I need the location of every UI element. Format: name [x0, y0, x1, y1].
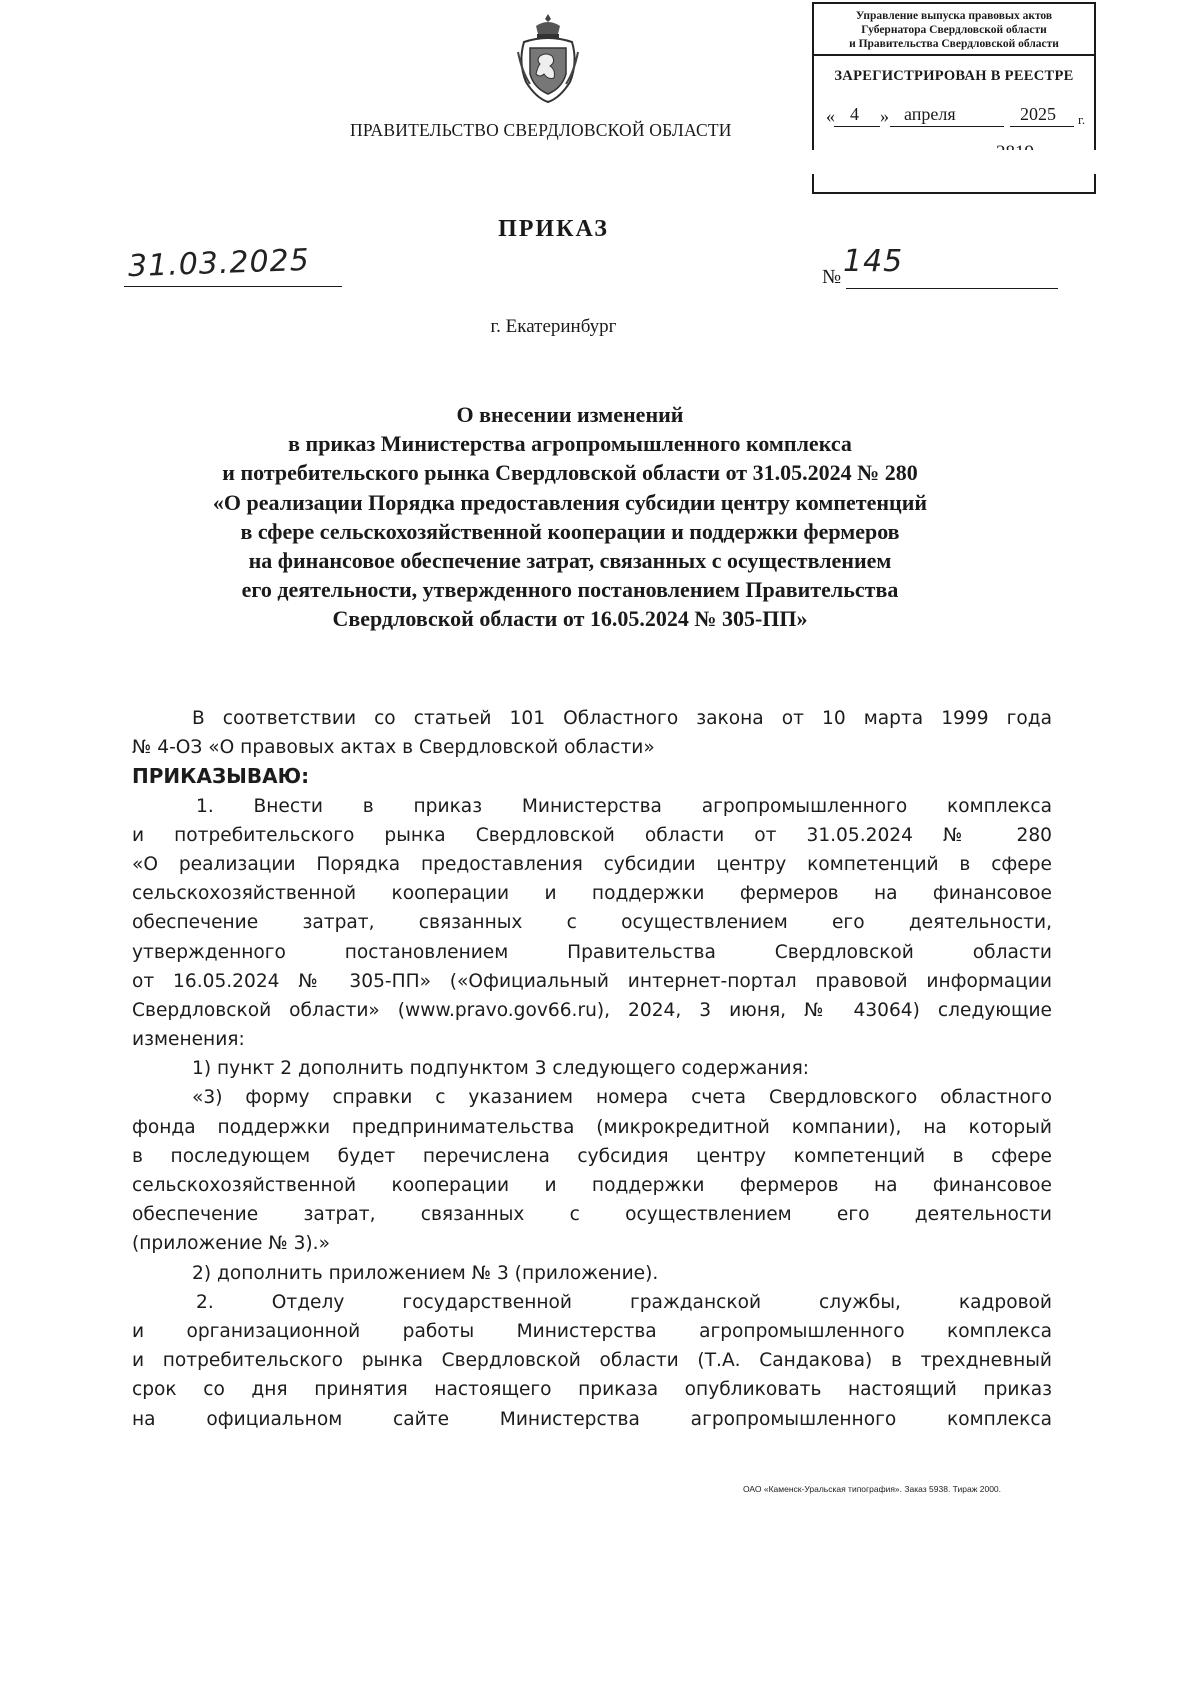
stamp-header-line: Губернатора Свердловской области — [861, 24, 1047, 36]
body-line: фонда поддержки предпринимательства (микрокредитной компании), на который — [132, 1116, 1052, 1138]
body-line: (приложение № 3).» — [132, 1233, 330, 1255]
stamp-registered-label: ЗАРЕГИСТРИРОВАН В РЕЕСТРЕ — [834, 68, 1074, 84]
body-line: «3) форму справки с указанием номера счета Свердловского областного — [192, 1087, 1052, 1109]
title-line: в сфере сельскохозяйственной кооперации и поддержки фермеров — [240, 518, 900, 544]
body-line: 2. Отделу государственной гражданской службы, кадровой — [196, 1291, 1052, 1313]
stamp-header — [814, 4, 1094, 56]
body-line: и потребительского рынка Свердловской области (Т.А. Сандакова) в трехдневный — [132, 1350, 1052, 1372]
body-line: в последующем будет перечислена субсидия центру компетенций в сфере — [132, 1145, 1052, 1167]
body-line: от 16.05.2024 № 305-ПП» («Официальный интернет-портал правовой информации — [132, 970, 1052, 992]
document-body — [132, 704, 1052, 1434]
body-line: В соответствии со статьей 101 Областного закона от 10 марта 1999 года — [192, 708, 1052, 729]
body-line: Свердловской области» (www.pravo.gov66.ru), 2024, 3 июня, № 43064) следующие — [132, 999, 1052, 1021]
stamp-date — [820, 106, 1088, 130]
body-line: на официальном сайте Министерства агропромышленного комплекса — [132, 1408, 1052, 1430]
document-title — [140, 400, 1000, 634]
body-line: № 4-ОЗ «О правовых актах в Свердловской области» — [132, 737, 655, 759]
body-line: обеспечение затрат, связанных с осуществлением его деятельности, — [132, 912, 1052, 934]
body-line: 1. Внести в приказ Министерства агропромышленного комплекса — [196, 795, 1052, 817]
body-line: изменения: — [132, 1029, 245, 1051]
title-line: и потребительского рынка Свердловской области от 31.05.2024 № 280 — [222, 460, 918, 486]
body-line: срок со дня принятия настоящего приказа опубликовать настоящий приказ — [132, 1379, 1052, 1401]
title-line: «О реализации Порядка предоставления субсидии центру компетенций — [212, 489, 928, 515]
stamp-month: апреля — [904, 104, 956, 124]
handwritten-date: 31.03.2025 — [127, 242, 311, 285]
title-line: О внесении изменений — [456, 402, 684, 427]
title-line: на финансовое обеспечение затрат, связанных с осуществлением — [248, 548, 892, 574]
title-line: его деятельности, утвержденного постановлением Правительства — [241, 577, 899, 603]
stamp-year-suffix: г. — [1078, 112, 1086, 127]
body-line: «О реализации Порядка предоставления субсидии центру компетенций в сфере — [132, 853, 1052, 875]
stamp-year: 2025 — [1020, 104, 1056, 124]
printer-footer: ОАО «Каменск-Уральская типография». Заказ 5938. Тираж 2000. — [743, 1484, 1002, 1494]
body-line: и организационной работы Министерства агропромышленного комплекса — [132, 1320, 1052, 1342]
number-label: № — [822, 266, 842, 288]
body-line: и потребительского рынка Свердловской области от 31.05.2024 № 280 — [132, 824, 1052, 846]
body-line: 1) пункт 2 дополнить подпунктом 3 следующего содержания: — [192, 1058, 810, 1080]
body-line: обеспечение затрат, связанных с осуществлением его деятельности — [132, 1204, 1052, 1226]
handwritten-number: 145 — [843, 244, 904, 279]
stamp-overlap-mask — [812, 150, 1102, 174]
body-line: сельскохозяйственной кооперации и поддержки фермеров на финансовое — [132, 883, 1052, 905]
stamp-quote-open: « — [826, 106, 835, 126]
coat-of-arms-icon — [516, 12, 580, 104]
stamp-header-line: и Правительства Свердловской области — [849, 38, 1059, 50]
government-name: ПРАВИТЕЛЬСТВО СВЕРДЛОВСКОЙ ОБЛАСТИ — [350, 120, 732, 140]
stamp-quote-close: » — [880, 106, 889, 126]
title-line: в приказ Министерства агропромышленного комплекса — [288, 431, 852, 457]
title-line: Свердловской области от 16.05.2024 № 305-ПП» — [332, 606, 808, 632]
stamp-header-line: Управление выпуска правовых актов — [855, 10, 1053, 22]
document-type: ПРИКАЗ — [498, 216, 609, 242]
body-line-order: ПРИКАЗЫВАЮ: — [132, 764, 310, 789]
city: г. Екатеринбург — [490, 316, 617, 337]
body-line: сельскохозяйственной кооперации и поддержки фермеров на финансовое — [132, 1175, 1052, 1196]
date-underline — [124, 286, 342, 287]
body-line: 2) дополнить приложением № 3 (приложение). — [192, 1262, 659, 1284]
stamp-day: 4 — [850, 104, 859, 124]
body-line: утвержденного постановлением Правительства Свердловской области — [132, 941, 1052, 963]
number-underline — [846, 288, 1058, 289]
